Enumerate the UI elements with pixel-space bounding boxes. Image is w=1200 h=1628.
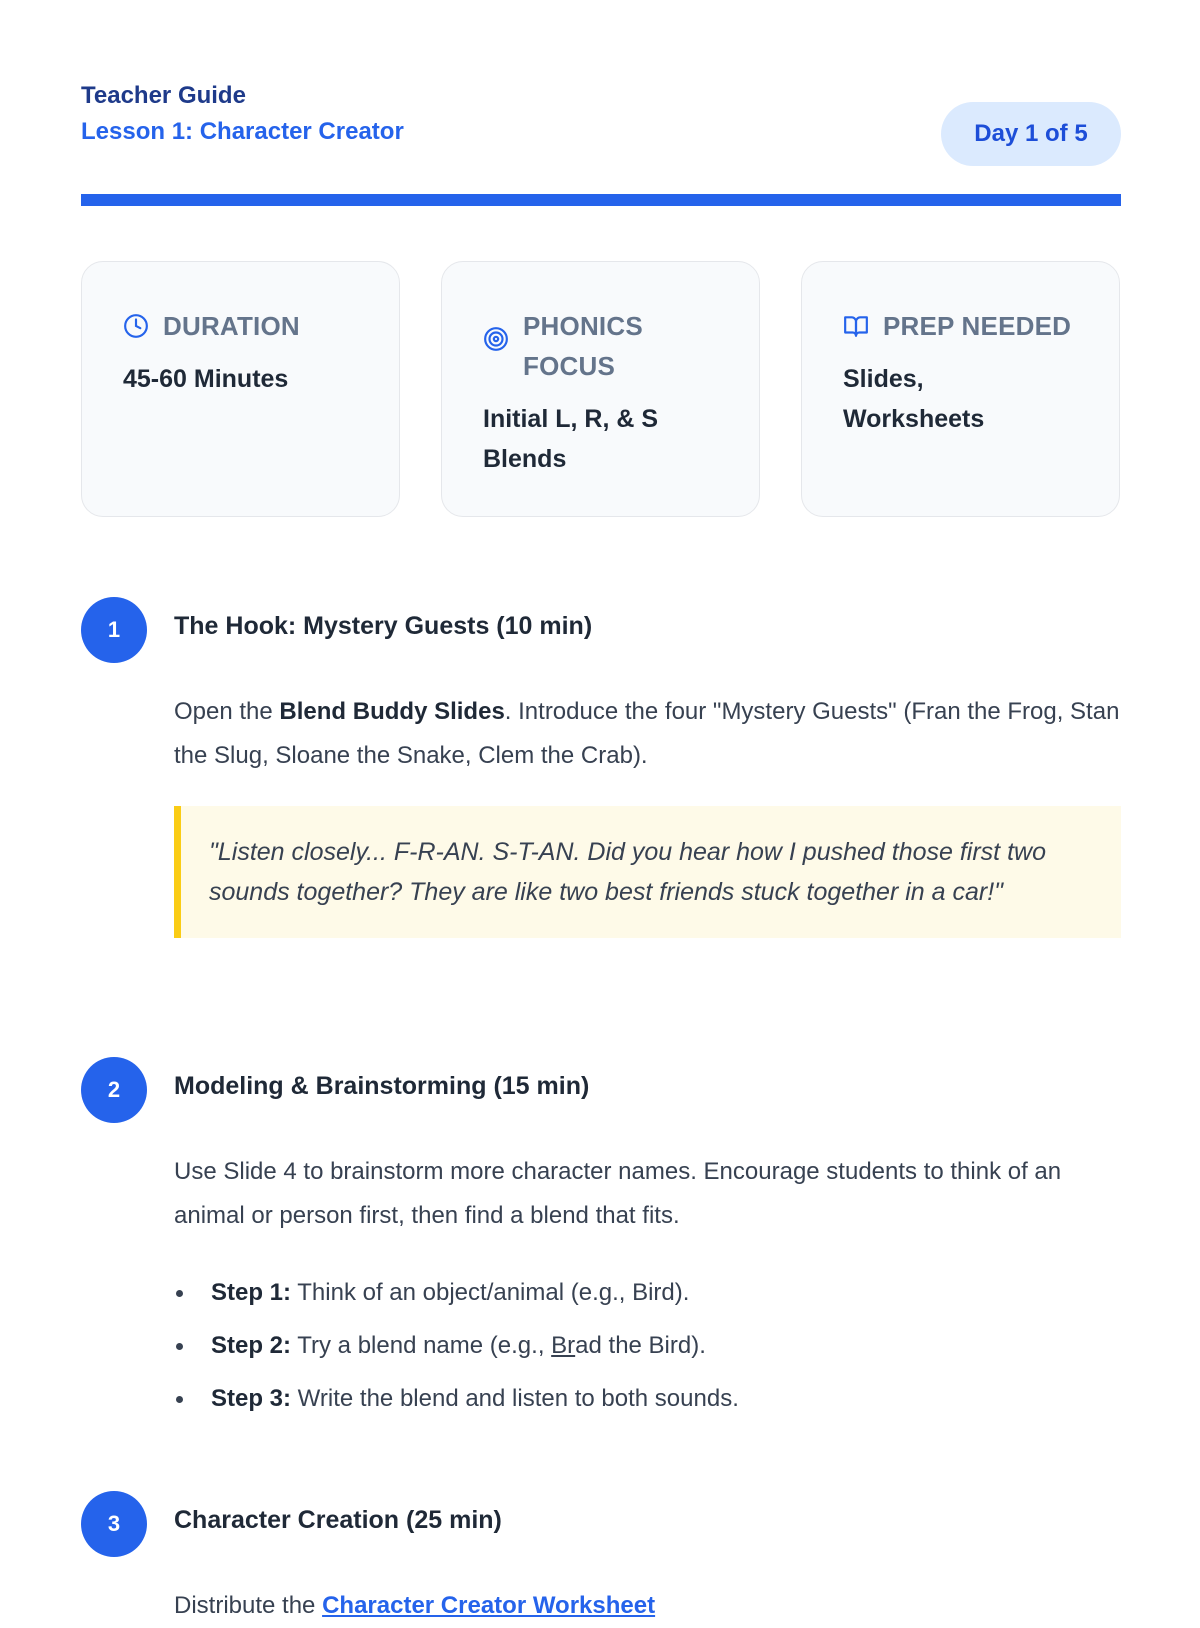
worksheet-link[interactable]: Character Creator Worksheet xyxy=(322,1592,656,1619)
list-item: Step 3: Write the blend and listen to both sounds. xyxy=(174,1372,1121,1425)
day-badge: Day 1 of 5 xyxy=(941,102,1121,166)
step-number-badge: 3 xyxy=(81,1491,147,1557)
teacher-guide-page xyxy=(81,0,1121,1619)
prep-needed-value: Slides, Worksheets xyxy=(843,365,985,433)
section-paragraph: Distribute the Character Creator Worksheet xyxy=(174,1592,656,1619)
duration-value: 45-60 Minutes xyxy=(123,365,289,393)
lesson-title: Lesson 1: Character Creator xyxy=(81,118,404,145)
step-number-badge: 2 xyxy=(81,1057,147,1123)
phonics-focus-label: PHONICS FOCUS xyxy=(523,311,643,381)
prep-needed-label: PREP NEEDED xyxy=(883,311,1072,341)
list-item: Step 1: Think of an object/animal (e.g., Bird). xyxy=(174,1266,1121,1319)
section-paragraph: Use Slide 4 to brainstorm more character names. Encourage students to think of an animal or person first, then find a blend that fits. xyxy=(174,1158,1062,1229)
phonics-focus-value: Initial L, R, & S Blends xyxy=(483,405,659,473)
slides-name: Blend Buddy Slides xyxy=(279,698,505,725)
steps-list xyxy=(174,1266,1121,1425)
list-item: Step 2: Try a blend name (e.g., Brad the Bird). xyxy=(174,1319,1121,1372)
section-title: Modeling & Brainstorming (15 min) xyxy=(174,1072,590,1100)
prep-needed-card xyxy=(801,261,1120,517)
teacher-script-quote: "Listen closely... F-R-AN. S-T-AN. Did you hear how I pushed those first two sounds together? They are like two best friends stuck together in a car!" xyxy=(174,806,1121,938)
clock-icon xyxy=(123,313,149,339)
duration-label: DURATION xyxy=(163,311,300,341)
section-title: Character Creation (25 min) xyxy=(174,1506,502,1534)
header-divider xyxy=(81,194,1121,206)
duration-card xyxy=(81,261,400,517)
lesson-info-cards xyxy=(81,261,1121,517)
step-number-badge: 1 xyxy=(81,597,147,663)
book-open-icon xyxy=(843,313,869,339)
section-paragraph: Open the Blend Buddy Slides. Introduce the four "Mystery Guests" (Fran the Frog, Stan the Slug, Sloane the Snake, Clem the Crab). xyxy=(174,698,1120,769)
guide-label: Teacher Guide xyxy=(81,82,246,109)
section-title: The Hook: Mystery Guests (10 min) xyxy=(174,612,593,640)
guide-header xyxy=(81,0,1121,206)
phonics-focus-card xyxy=(441,261,760,517)
target-icon xyxy=(483,326,509,352)
